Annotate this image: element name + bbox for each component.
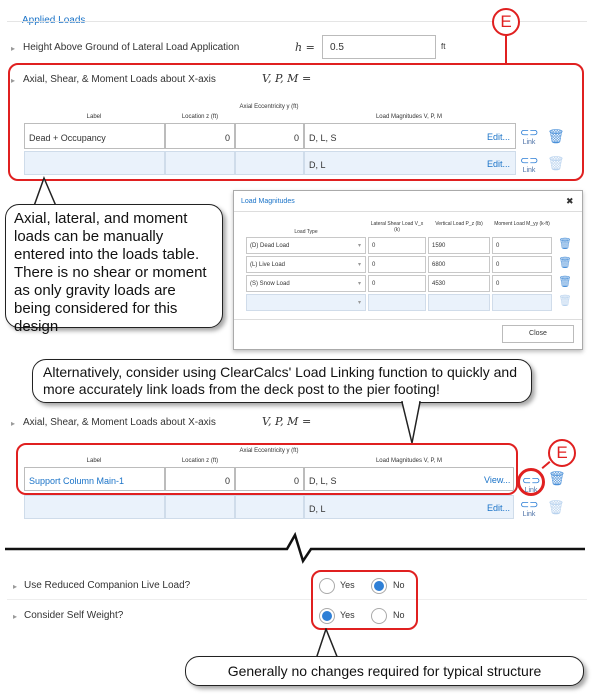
axial-symbol: V, P, M =	[262, 415, 312, 428]
height-input[interactable]: 0.5	[322, 35, 436, 59]
trash-icon[interactable]: 🗑	[558, 257, 572, 269]
header-magnitudes: Load Magnitudes V, P, M	[375, 458, 443, 464]
trash-icon[interactable]: 🗑	[548, 470, 566, 486]
marker-line-2	[542, 461, 551, 469]
marker-e-1: E	[492, 8, 520, 36]
moment-input[interactable]: 0	[492, 275, 552, 292]
trash-icon[interactable]: 🗑	[558, 276, 572, 288]
edit-button[interactable]: Edit...	[487, 132, 511, 142]
modal-header-vertical: Vertical Load P_z (lb)	[435, 221, 483, 227]
axial-label: Axial, Shear, & Moment Loads about X-axis	[23, 417, 216, 428]
vertical-input[interactable]: 6800	[428, 256, 490, 273]
header-location: Location z (ft)	[181, 114, 219, 120]
axial-label: Axial, Shear, & Moment Loads about X-axis	[23, 74, 216, 85]
location-input[interactable]: 0	[165, 123, 235, 149]
height-symbol: h =	[295, 41, 315, 54]
chevron-right-icon[interactable]: ▸	[11, 44, 16, 53]
view-button[interactable]: View...	[484, 475, 511, 485]
modal-header-shear: Lateral Shear Load V_x (k)	[370, 221, 424, 233]
magnitudes-field: D, L	[304, 151, 516, 175]
label-input[interactable]	[24, 151, 165, 175]
eccentricity-input[interactable]: 0	[235, 123, 304, 149]
load-type-select[interactable]	[246, 275, 366, 292]
trash-icon[interactable]: 🗑	[558, 238, 572, 250]
link-icon: ⊂⊃	[520, 499, 539, 511]
edit-button[interactable]: Edit...	[487, 159, 511, 169]
chevron-down-icon: ▾	[357, 262, 361, 268]
eccentricity-input[interactable]	[235, 151, 304, 175]
magnitudes-field: D, L, S	[304, 467, 514, 491]
edit-button[interactable]: Edit...	[487, 503, 511, 513]
trash-icon[interactable]: 🗑	[558, 295, 572, 307]
chevron-down-icon: ▾	[357, 243, 361, 249]
modal-divider	[234, 319, 582, 320]
header-magnitudes: Load Magnitudes V, P, M	[375, 114, 443, 120]
label-input[interactable]	[24, 495, 165, 519]
eccentricity-input[interactable]: 0	[235, 467, 304, 491]
location-input[interactable]: 0	[165, 467, 235, 491]
header-location: Location z (ft)	[181, 458, 219, 464]
divider	[7, 599, 587, 600]
no-label: No	[393, 610, 405, 620]
chevron-right-icon[interactable]: ▸	[11, 76, 16, 85]
vertical-input[interactable]: 1590	[428, 237, 490, 254]
modal-divider	[234, 211, 582, 212]
modal-header-moment: Moment Load M_yy (k-ft)	[494, 221, 550, 227]
marker-line-1	[505, 36, 507, 64]
load-type-select[interactable]	[246, 237, 366, 254]
section-title: Applied Loads	[22, 15, 86, 26]
trash-icon[interactable]: 🗑	[547, 128, 565, 144]
chevron-down-icon: ▾	[357, 281, 361, 287]
link-icon: ⊂⊃	[522, 475, 541, 487]
moment-input[interactable]	[492, 294, 552, 311]
axial-symbol: V, P, M =	[262, 72, 312, 85]
link-button[interactable]	[520, 498, 538, 518]
vertical-input[interactable]: 4530	[428, 275, 490, 292]
chevron-down-icon: ▾	[357, 300, 361, 306]
magnitudes-field: D, L, S	[304, 123, 516, 149]
highlight-box-3	[311, 570, 418, 630]
eccentricity-input[interactable]	[235, 495, 304, 519]
link-label: Link	[522, 511, 536, 518]
load-magnitudes-modal	[233, 190, 583, 350]
self-weight-label: Consider Self Weight?	[24, 610, 124, 621]
reduced-live-label: Use Reduced Companion Live Load?	[24, 580, 191, 591]
height-unit: ft	[441, 42, 446, 51]
callout-no-changes: Generally no changes required for typical structure	[185, 656, 584, 686]
shear-input[interactable]: 0	[368, 256, 426, 273]
header-eccentricity: Axial Eccentricity y (ft)	[239, 104, 299, 110]
moment-input[interactable]: 0	[492, 237, 552, 254]
callout-manual-entry: Axial, lateral, and moment loads can be manually entered into the loads table. There is no shear or moment as only gravity loads are being considered for this design	[5, 204, 223, 328]
chevron-right-icon[interactable]: ▸	[11, 419, 16, 428]
shear-input[interactable]	[368, 294, 426, 311]
load-type-select[interactable]	[246, 294, 366, 311]
no-label: No	[393, 580, 405, 590]
label-input[interactable]: Support Column Main-1	[24, 467, 165, 491]
link-icon: ⊂⊃	[520, 127, 539, 139]
close-icon[interactable]: ✖	[566, 196, 574, 206]
close-button[interactable]: Close	[502, 325, 574, 343]
load-type-value: (S) Snow Load	[250, 281, 290, 287]
marker-e-2: E	[548, 439, 576, 467]
location-input[interactable]	[165, 495, 235, 519]
load-type-select[interactable]	[246, 256, 366, 273]
link-label: Link	[524, 487, 538, 494]
label-input[interactable]: Dead + Occupancy	[24, 123, 165, 149]
link-label: Link	[522, 139, 536, 146]
trash-icon[interactable]: 🗑	[547, 155, 565, 171]
modal-header-type: Load Type	[294, 229, 318, 235]
load-type-value: (L) Live Load	[250, 262, 286, 268]
chevron-right-icon[interactable]: ▸	[13, 612, 18, 621]
chevron-right-icon[interactable]: ▸	[13, 582, 18, 591]
load-type-value: (D) Dead Load	[250, 243, 290, 249]
location-input[interactable]	[165, 151, 235, 175]
header-label: Label	[86, 458, 102, 464]
header-label: Label	[86, 114, 102, 120]
shear-input[interactable]: 0	[368, 275, 426, 292]
section-break-divider	[5, 530, 590, 566]
shear-input[interactable]: 0	[368, 237, 426, 254]
callout-load-linking: Alternatively, consider using ClearCalcs' Load Linking function to quickly and more accurately link loads from the deck post to the pier footing!	[32, 359, 532, 403]
link-button[interactable]	[522, 474, 540, 494]
magnitudes-field: D, L	[304, 495, 514, 519]
yes-label: Yes	[340, 580, 355, 590]
modal-title: Load Magnitudes	[241, 198, 295, 205]
trash-icon[interactable]: 🗑	[547, 499, 565, 515]
link-label: Link	[522, 167, 536, 174]
yes-label: Yes	[340, 610, 355, 620]
link-icon: ⊂⊃	[520, 155, 539, 167]
link-button[interactable]	[520, 154, 538, 174]
height-label: Height Above Ground of Lateral Load Application	[23, 42, 240, 53]
link-button[interactable]	[520, 126, 538, 146]
header-eccentricity: Axial Eccentricity y (ft)	[239, 448, 299, 454]
vertical-input[interactable]	[428, 294, 490, 311]
callout-pointer-2	[398, 401, 428, 445]
moment-input[interactable]: 0	[492, 256, 552, 273]
